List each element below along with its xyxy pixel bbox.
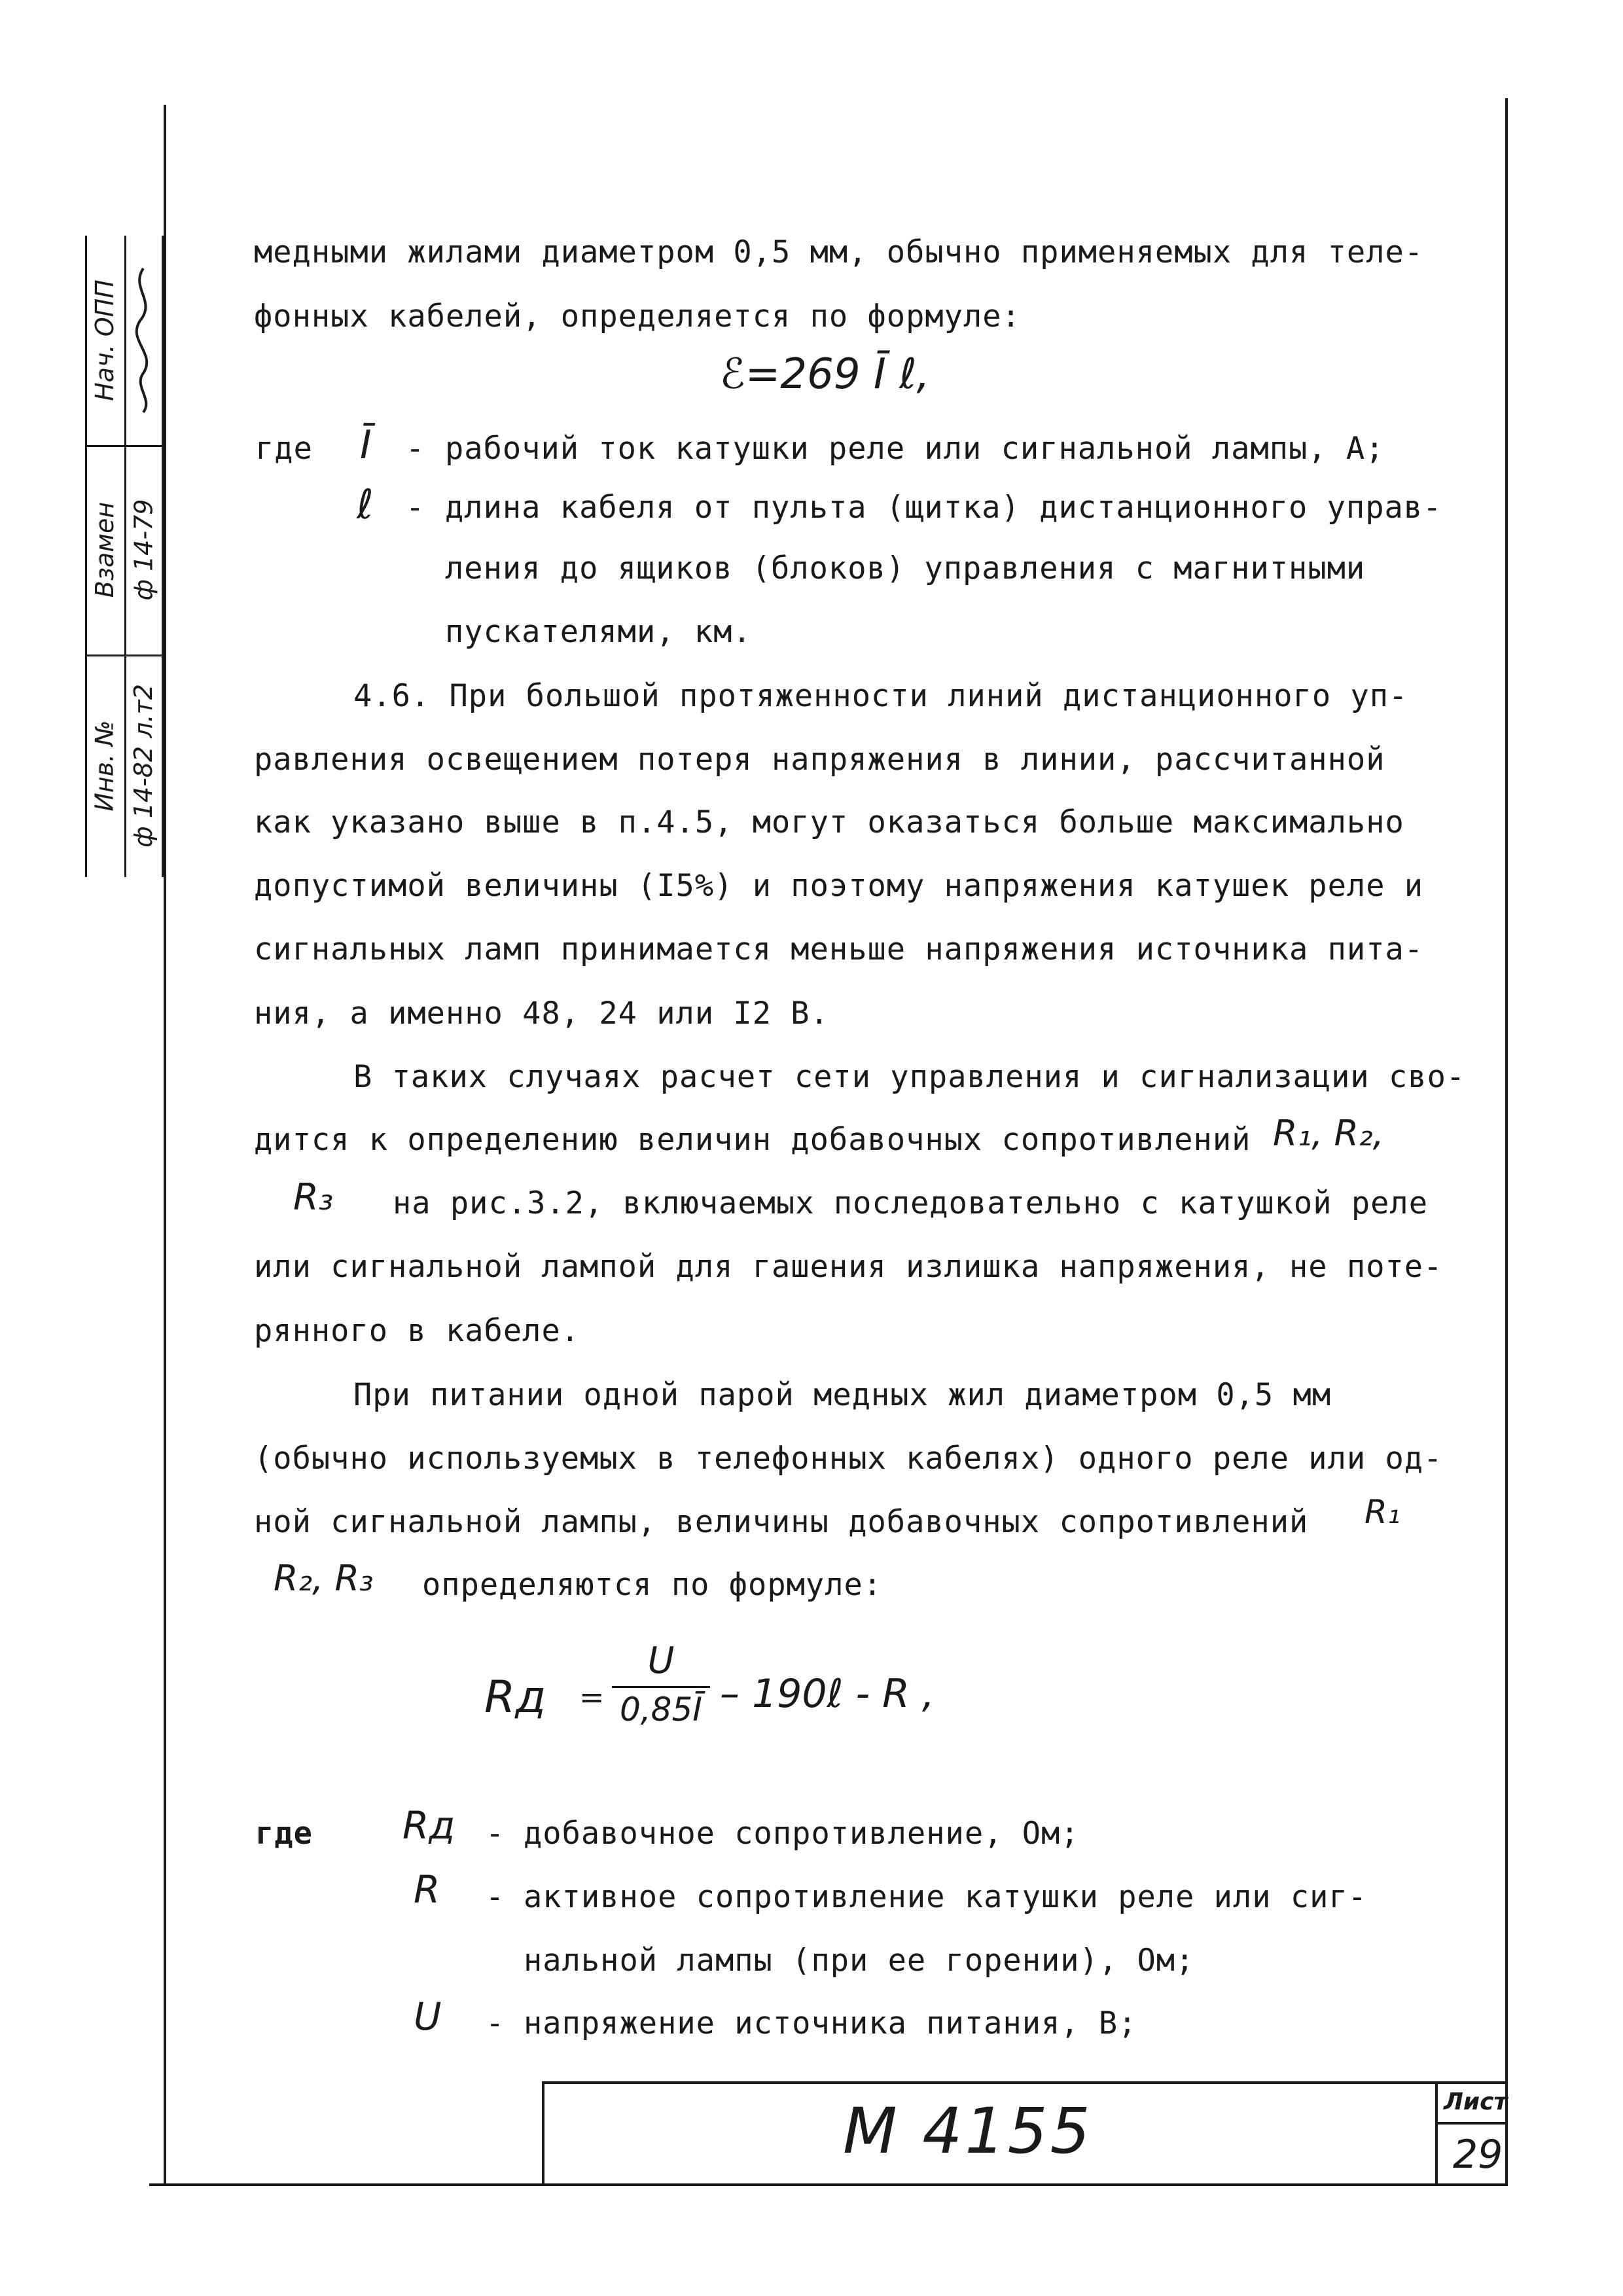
text-line: активное сопротивление катушки реле или сиг- <box>524 1879 1368 1915</box>
symbol-R1: R₁ <box>1364 1493 1400 1531</box>
signature-mark <box>124 236 162 445</box>
dash: - <box>406 431 425 467</box>
symbol-R2R3: R₂, R₃ <box>274 1558 374 1599</box>
text-line: пускателями, км. <box>445 614 752 650</box>
stamp-col1-header: Инв. № <box>90 720 120 812</box>
side-stamp <box>85 236 164 877</box>
text-line: 4.6. При большой протяженности линий дистанционного уп- <box>353 678 1408 714</box>
text-line: При питании одной парой медных жил диаметром 0,5 мм <box>353 1377 1332 1413</box>
stamp-col3-header: Нач. ОПП <box>90 279 119 401</box>
text-line: равления освещением потеря напряжения в линии, рассчитанной <box>254 742 1385 778</box>
formula-1: ℰ=269 Ī ℓ, <box>720 350 930 399</box>
formula-2-numerator: U <box>647 1640 675 1682</box>
text-line: рабочий ток катушки реле или сигнальной лампы, А; <box>445 431 1385 467</box>
formula-2 <box>484 1636 1073 1754</box>
formula-2-denominator: 0,85Ī <box>619 1691 703 1729</box>
text-line: напряжение источника питания, В; <box>524 2005 1137 2041</box>
where-label: где <box>255 431 313 467</box>
text-line: медными жилами диаметром 0,5 мм, обычно применяемых для теле- <box>254 234 1424 270</box>
text-line: длина кабеля от пульта (щитка) дистанционного управ- <box>445 490 1442 526</box>
right-border-line <box>1505 98 1508 2186</box>
text-line: или сигнальной лампой для гашения излишка напряжения, не поте- <box>254 1249 1443 1285</box>
text-line: ния, а именно 48, 24 или I2 В. <box>254 996 829 1031</box>
stamp-col2-value: ф 14-79 <box>129 499 158 601</box>
text-line: допустимой величины (I5%) и поэтому напряжения катушек реле и <box>254 868 1424 904</box>
formula-2-rest: – 190ℓ - R , <box>720 1671 935 1717</box>
stamp-col2-header: Взамен <box>90 501 120 598</box>
formula-2-eq: = <box>579 1679 605 1715</box>
text-line: как указано выше в п.4.5, могут оказаться больше максимально <box>254 804 1404 840</box>
stamp-col1-value: ф 14-82 л.т2 <box>129 684 158 848</box>
symbol-R: R <box>414 1867 440 1912</box>
dash: - <box>486 1879 505 1915</box>
text-line: ной сигнальной лампы, величины добавочных сопротивлений <box>254 1504 1309 1540</box>
dash: - <box>486 1816 505 1852</box>
sheet-label: Лист <box>1444 2089 1508 2115</box>
symbol-U: U <box>414 1994 442 2039</box>
text-line: на рис.3.2, включаемых последовательно с катушкой реле <box>393 1185 1429 1221</box>
text-line: рянного в кабеле. <box>254 1313 580 1349</box>
text-line: (обычно используемых в телефонных кабелях) одного реле или од- <box>254 1441 1443 1477</box>
left-border-line <box>164 105 166 2186</box>
symbol-l: ℓ <box>357 480 374 528</box>
document-number: М 4155 <box>843 2094 1093 2168</box>
dash: - <box>486 2005 505 2041</box>
text-line: сигнальных ламп принимается меньше напряжения источника пита- <box>254 931 1424 967</box>
text-line: дится к определению величин добавочных сопротивлений <box>254 1122 1251 1158</box>
where-label: где <box>255 1816 313 1852</box>
symbol-R1R2: R₁, R₂, <box>1273 1113 1384 1154</box>
text-line: В таких случаях расчет сети управления и сигнализации сво- <box>353 1059 1466 1095</box>
text-line: ления до ящиков (блоков) управления с магнитными <box>445 550 1366 586</box>
text-line: определяются по формуле: <box>422 1567 883 1603</box>
symbol-Rd: Rд <box>402 1803 455 1848</box>
title-block <box>542 2081 1508 2186</box>
sheet-number: 29 <box>1453 2132 1503 2178</box>
text-line: фонных кабелей, определяется по формуле: <box>254 298 1021 334</box>
dash: - <box>406 490 425 526</box>
text-line: добавочное сопротивление, Ом; <box>524 1816 1080 1852</box>
symbol-I: Ī <box>360 422 372 468</box>
formula-2-lhs: Rд <box>484 1672 546 1723</box>
text-line: нальной лампы (при ее горении), Ом; <box>524 1943 1195 1979</box>
symbol-R3: R₃ <box>293 1176 334 1219</box>
fraction-bar <box>612 1686 710 1688</box>
